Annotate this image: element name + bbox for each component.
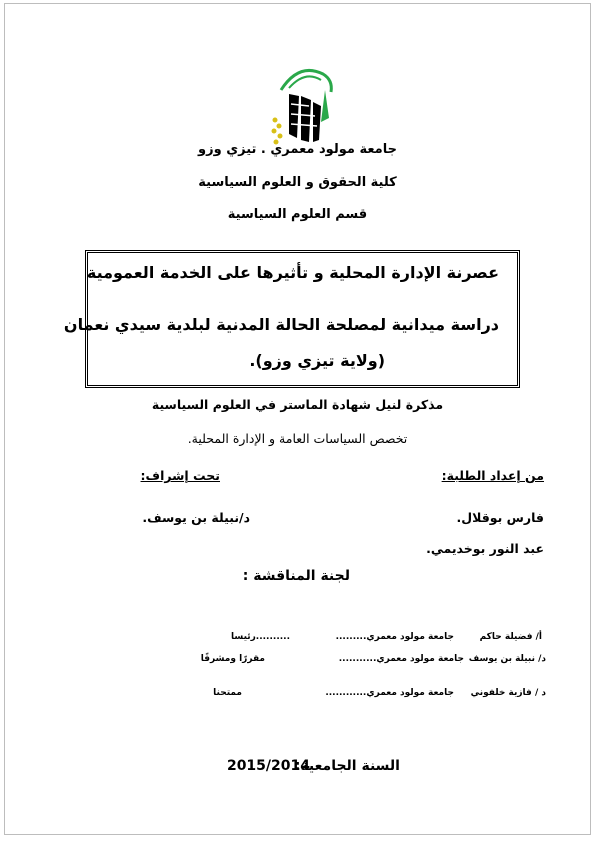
thesis-title-box [63,250,520,388]
department-name: قسم العلوم السياسية [227,207,368,222]
academic-year-label: السنة الجامعية: [294,758,400,774]
university-logo [259,60,339,152]
committee-heading: لجنة المناقشة : [242,568,350,584]
committee-member-3-name: د / فازية خلفوني [470,688,546,698]
committee-member-1-name: أ/ فضيلة حاكم [479,632,542,642]
thesis-title-line-2: دراسة ميدانية لمصلحة الحالة المدنية لبلدية سيدي نعمان [63,315,499,334]
students-heading: من إعداد الطلبة: [441,468,544,483]
supervisor-name: د/نبيلة بن يوسف. [142,510,250,525]
thesis-title-line-1: عصرنة الإدارة المحلية و تأثيرها على الخدمة العمومية [86,263,499,282]
committee-member-3-university: جامعة مولود معمري............ [325,688,454,698]
committee-member-3-role: ممتحنا [213,688,242,698]
thesis-title-line-3: (ولاية تيزي وزو). [249,351,385,370]
thesis-purpose: مذكرة لنيل شهادة الماستر في العلوم السياسية [151,397,444,412]
committee-member-2-name: د/ نبيلة بن يوسف [468,654,546,664]
committee-member-2-role: مقررًا ومشرفًا [200,654,265,664]
committee-member-1-role: ..........رئيسا [231,632,290,642]
student-name-1: فارس بوقلال. [456,510,544,525]
committee-member-2-university: جامعة مولود معمري........... [338,654,464,664]
thesis-specialty: تخصص السياسات العامة و الإدارة المحلية. [187,431,408,446]
student-name-2: عبد النور بوخديمي. [426,541,544,556]
supervisor-heading: تحت إشراف: [140,468,220,483]
committee-member-1-university: جامعة مولود معمري......... [335,632,454,642]
faculty-name: كلية الحقوق و العلوم السياسية [198,175,397,190]
document-page [4,3,591,835]
university-name: جامعة مولود معمري . تيزي وزو [198,142,397,157]
academic-year: 2015/2014 [226,758,310,774]
